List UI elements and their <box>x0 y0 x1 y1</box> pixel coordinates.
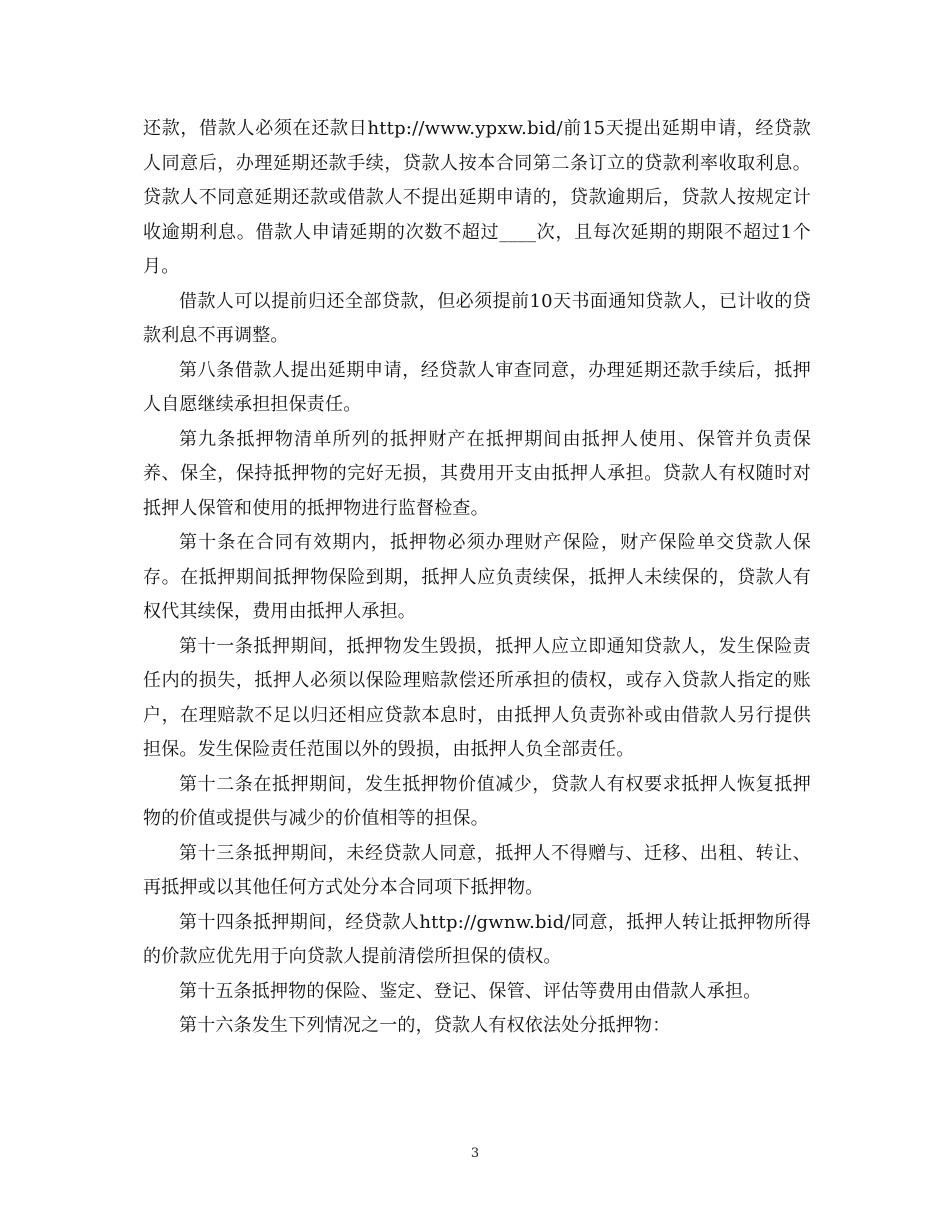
paragraph-article-11: 第十一条抵押期间，抵押物发生毁损，抵押人应立即通知贷款人，发生保险责任内的损失，抵押人必须以保险理赔款偿还所承担的债权，或存入贷款人指定的账户，在理赔款不足以归还相应贷款本息时，由抵押人负责弥补或由借款人另行提供担保。发生保险责任范围以外的毁损，由抵押人负全部责任。 <box>143 635 811 760</box>
paragraph-early-repayment: 借款人可以提前归还全部贷款，但必须提前10天书面通知贷款人，已计收的贷款利息不再调整。 <box>143 290 811 346</box>
paragraph-article-10: 第十条在合同有效期内，抵押物必须办理财产保险，财产保险单交贷款人保存。在抵押期间抵押物保险到期，抵押人应负责续保，抵押人未续保的，贷款人有权代其续保，费用由抵押人承担。 <box>143 532 811 622</box>
paragraph-article-13: 第十三条抵押期间，未经贷款人同意，抵押人不得赠与、迁移、出租、转让、再抵押或以其他任何方式处分本合同项下抵押物。 <box>143 842 811 898</box>
paragraph-article-9: 第九条抵押物清单所列的抵押财产在抵押期间由抵押人使用、保管并负责保养、保全，保持抵押物的完好无损，其费用开支由抵押人承担。贷款人有权随时对抵押人保管和使用的抵押物进行监督检查。 <box>143 428 811 519</box>
paragraph-article-12: 第十二条在抵押期间，发生抵押物价值减少，贷款人有权要求抵押人恢复抵押物的价值或提供与减少的价值相等的担保。 <box>143 773 811 829</box>
page-number: 3 <box>470 1146 480 1161</box>
paragraph-article-15: 第十五条抵押物的保险、鉴定、登记、保管、评估等费用由借款人承担。 <box>179 980 762 1002</box>
paragraph-article-16: 第十六条发生下列情况之一的，贷款人有权依法处分抵押物： <box>179 1015 671 1036</box>
paragraph-article-8: 第八条借款人提出延期申请，经贷款人审查同意，办理延期还款手续后，抵押人自愿继续承担担保责任。 <box>143 359 811 415</box>
document-body <box>143 112 811 1044</box>
paragraph-repayment-extension: 还款，借款人必须在还款日http://www.ypxw.bid/前15天提出延期申请，经贷款人同意后，办理延期还款手续，贷款人按本合同第二条订立的贷款利率收取利息。贷款人不同意延期还款或借款人不提出延期申请的，贷款逾期后，贷款人按规定计收逾期利息。借款人申请延期的次数不超过____次，且每次延期的期限不超过1个月。 <box>143 118 811 277</box>
paragraph-article-14: 第十四条抵押期间，经贷款人http://gwnw.bid/同意，抵押人转让抵押物所得的价款应优先用于向贷款人提前清偿所担保的债权。 <box>143 911 811 967</box>
